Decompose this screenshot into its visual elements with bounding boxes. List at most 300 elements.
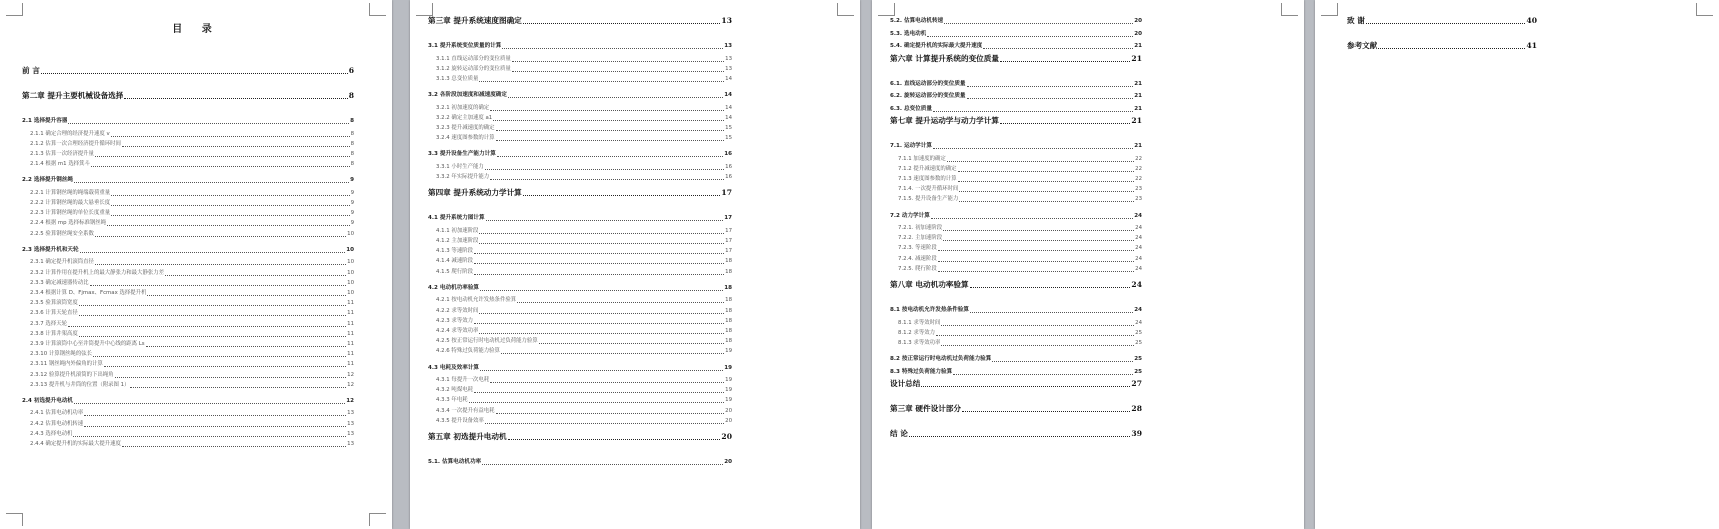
toc-entry-page-number: 24 — [1135, 255, 1142, 262]
toc-entry[interactable] — [436, 306, 732, 316]
toc-leader-dots — [962, 411, 1130, 412]
toc-entry[interactable] — [30, 198, 354, 208]
toc-entry[interactable] — [436, 326, 732, 336]
toc-entry-page-number: 21 — [1134, 143, 1142, 149]
toc-entry[interactable] — [428, 213, 732, 223]
toc-entry[interactable] — [898, 338, 1142, 348]
toc-entry[interactable] — [436, 236, 732, 246]
toc-leader-dots — [512, 61, 724, 62]
toc-leader-dots — [959, 191, 1134, 192]
toc-entry-title: 2.2 选择提升钢丝绳 — [22, 177, 74, 184]
toc-entry[interactable] — [436, 395, 732, 405]
toc-entry-title: 3.1.2 旋转运动部分的变位质量 — [436, 65, 511, 72]
toc-leader-dots — [502, 48, 723, 49]
toc-entry[interactable] — [22, 116, 354, 126]
toc-entry[interactable] — [22, 91, 354, 101]
toc-entry[interactable] — [436, 316, 732, 326]
toc-entry-title: 7.2.2. 主加速阶段 — [898, 235, 943, 242]
toc-leader-dots — [90, 285, 347, 286]
toc-entry[interactable] — [30, 370, 354, 380]
toc-leader-dots — [1378, 48, 1525, 49]
toc-entry-title: 2.3.7 选择天轮 — [30, 320, 67, 327]
toc-leader-dots — [41, 73, 348, 74]
toc-entry[interactable] — [898, 328, 1142, 338]
toc-leader-dots — [480, 370, 723, 371]
toc-entry[interactable] — [890, 429, 1142, 439]
toc-entry-title: 2.2.5 验算钢丝绳安全系数 — [30, 230, 94, 237]
toc-entry[interactable] — [30, 439, 354, 449]
toc-entry[interactable] — [1347, 41, 1537, 51]
toc-entry-title: 4.2.6 特殊过负荷能力验算 — [436, 348, 500, 355]
toc-entry[interactable] — [436, 54, 732, 64]
toc-entry-title: 7.1.3 速度图参数的计算 — [898, 175, 957, 182]
toc-entry[interactable] — [436, 267, 732, 277]
toc-entry-title: 5.1. 估算电动机功率 — [428, 459, 482, 465]
toc-entry-page-number: 20 — [725, 407, 732, 414]
toc-leader-dots — [485, 169, 724, 170]
toc-entry[interactable] — [898, 184, 1142, 194]
toc-entry[interactable] — [30, 359, 354, 369]
toc-entry-title: 4.1.1 初加速阶段 — [436, 227, 479, 234]
toc-leader-dots — [490, 382, 724, 383]
toc-entry-page-number: 11 — [347, 320, 354, 327]
toc-entry[interactable] — [898, 194, 1142, 204]
toc-leader-dots — [91, 166, 350, 167]
toc-entry[interactable] — [898, 164, 1142, 174]
toc-entry-title: 2.2.3 计算钢丝绳的单位长度重量 — [30, 210, 111, 217]
toc-entry-title: 2.3.4 根据计算 D、Fjmax、Fcmax 选择提升机 — [30, 289, 147, 296]
toc-entry[interactable] — [428, 363, 732, 373]
toc-entry[interactable] — [890, 367, 1142, 377]
toc-entry-title: 2.1.2 估算一次合理经济提升循环时间 — [30, 140, 121, 147]
toc-entry-page-number: 9 — [350, 210, 354, 217]
toc-leader-dots — [936, 335, 1134, 336]
toc-leader-dots — [1366, 23, 1526, 24]
toc-entry-page-number: 13 — [725, 65, 732, 72]
toc-entry-title: 4.1.2 主加速阶段 — [436, 238, 479, 244]
toc-leader-dots — [497, 156, 723, 157]
toc-entry-title: 2.3.12 验算提升机滚筒的下出绳角 — [30, 371, 114, 378]
toc-entry-page-number: 20 — [1134, 18, 1142, 24]
toc-leader-dots — [93, 356, 346, 357]
toc-leader-dots — [480, 290, 723, 291]
toc-leader-dots — [111, 205, 349, 206]
toc-entry-page-number: 14 — [725, 114, 732, 121]
toc-entry[interactable] — [30, 229, 354, 239]
toc-entry-page-number: 12 — [346, 397, 354, 404]
toc-entry-page-number: 13 — [724, 43, 732, 49]
toc-entry[interactable] — [436, 123, 732, 133]
toc-entry-title: 7.2.5. 爬行阶段 — [898, 265, 937, 272]
toc-entry-title: 4.3.3 年电耗 — [436, 397, 468, 404]
toc-entry-title: 6.2. 旋转运动部分的变位质量 — [890, 93, 966, 99]
toc-leader-dots — [508, 97, 723, 98]
toc-entry[interactable] — [436, 416, 732, 426]
toc-entry[interactable] — [890, 379, 1142, 389]
toc-entry-title: 2.3.6 计算天轮直径 — [30, 310, 78, 317]
toc-leader-dots — [501, 353, 724, 354]
toc-entry-page-number: 27 — [1131, 379, 1142, 389]
toc-entry-title: 3.2.1 初加速度的确定 — [436, 104, 490, 111]
toc-entry[interactable] — [30, 339, 354, 349]
toc-leader-dots — [485, 423, 724, 424]
page-corner-mark — [416, 3, 433, 16]
toc-title: 目 录 — [172, 24, 220, 35]
toc-entry[interactable] — [890, 404, 1142, 414]
toc-entry[interactable] — [22, 66, 354, 76]
toc-entry-title: 第八章 电动机功率验算 — [890, 280, 969, 289]
toc-leader-dots — [95, 156, 350, 157]
toc-leader-dots — [927, 36, 1133, 37]
toc-entry-title: 8.1 按电动机允许发热条件验算 — [890, 307, 969, 313]
toc-entry[interactable] — [890, 104, 1142, 114]
document-page-1 — [0, 0, 392, 529]
toc-entry[interactable] — [30, 380, 354, 390]
toc-entry-title: 8.3 特殊过负荷能力验算 — [890, 368, 953, 375]
toc-entry-page-number: 24 — [1131, 280, 1142, 289]
toc-entry-page-number: 14 — [725, 75, 732, 82]
toc-entry-page-number: 19 — [725, 348, 732, 355]
toc-entry-page-number: 13 — [347, 420, 354, 427]
toc-leader-dots — [992, 361, 1133, 362]
toc-entry-page-number: 41 — [1526, 41, 1537, 50]
toc-leader-dots — [523, 23, 721, 24]
toc-leader-dots — [107, 225, 350, 226]
toc-leader-dots — [943, 240, 1134, 241]
toc-entry-page-number: 12 — [347, 381, 354, 388]
toc-entry-page-number: 17 — [724, 215, 732, 222]
toc-entry[interactable] — [428, 41, 732, 51]
toc-entry-title: 3.2.3 提升减速度的确定 — [436, 125, 495, 131]
toc-leader-dots — [68, 123, 349, 124]
toc-entry-page-number: 21 — [1131, 116, 1142, 125]
toc-entry-page-number: 22 — [1135, 165, 1142, 172]
toc-entry-title: 7.1.5. 提升设备生产能力 — [898, 196, 959, 203]
toc-entry-title: 4.2.1 按电动机允许发热条件验算 — [436, 297, 517, 304]
toc-entry[interactable] — [30, 159, 354, 169]
toc-entry-title: 第三章 硬件设计部分 — [890, 404, 961, 414]
document-page-2 — [410, 0, 860, 529]
toc-entry-title: 2.4.2 估算电动机转速 — [30, 420, 84, 427]
toc-entry[interactable] — [428, 188, 732, 198]
toc-leader-dots — [983, 48, 1133, 49]
toc-entry[interactable] — [30, 329, 354, 339]
toc-leader-dots — [146, 346, 347, 347]
toc-entry[interactable] — [22, 245, 354, 255]
toc-entry[interactable] — [436, 385, 732, 395]
toc-entry-title: 第五章 初选提升电动机 — [428, 432, 507, 441]
toc-entry-title: 2.1.4 根据 m1 选择箕斗 — [30, 161, 90, 168]
page-corner-mark — [6, 513, 23, 526]
toc-entry[interactable] — [30, 298, 354, 308]
toc-entry-page-number: 8 — [350, 118, 354, 124]
toc-entry[interactable] — [898, 223, 1142, 233]
toc-entry-page-number: 21 — [1134, 43, 1142, 49]
toc-entry[interactable] — [898, 233, 1142, 243]
toc-entry-title: 2.3.3 确定减速器传动比 — [30, 279, 89, 286]
toc-leader-dots — [967, 86, 1134, 87]
toc-entry[interactable] — [30, 419, 354, 429]
toc-entry[interactable] — [436, 375, 732, 385]
toc-entry[interactable] — [890, 91, 1142, 101]
toc-leader-dots — [539, 343, 724, 344]
toc-entry-title: 4.3.2 吨煤电耗 — [436, 387, 473, 394]
toc-entry[interactable] — [30, 218, 354, 228]
toc-entry[interactable] — [30, 349, 354, 359]
toc-leader-dots — [115, 377, 347, 378]
toc-entry-page-number: 17 — [725, 227, 732, 234]
toc-entry-title: 设计总结 — [890, 379, 921, 389]
toc-leader-dots — [124, 98, 347, 99]
toc-leader-dots — [947, 161, 1134, 162]
toc-entry-title: 8.1.2 求等效力 — [898, 329, 935, 336]
toc-entry-page-number: 17 — [725, 238, 732, 244]
toc-entry[interactable] — [30, 188, 354, 198]
toc-entry-title: 3.2 各阶段加速度和减速度确定 — [428, 92, 507, 99]
toc-leader-dots — [165, 275, 346, 276]
toc-leader-dots — [523, 195, 721, 196]
toc-entry-page-number: 8 — [350, 161, 354, 168]
toc-entry[interactable] — [30, 257, 354, 267]
toc-entry-page-number: 20 — [724, 459, 732, 465]
toc-leader-dots — [938, 271, 1134, 272]
toc-entry-page-number: 22 — [1135, 155, 1142, 162]
toc-entry-page-number: 21 — [1134, 105, 1142, 112]
toc-entry-title: 4.1 提升系统力图计算 — [428, 215, 485, 222]
toc-entry[interactable] — [30, 278, 354, 288]
toc-entry-page-number: 20 — [1134, 30, 1142, 37]
toc-entry[interactable] — [436, 74, 732, 84]
toc-leader-dots — [496, 130, 725, 131]
toc-entry-page-number: 25 — [1135, 339, 1142, 346]
toc-entry-title: 4.3 电耗及效率计算 — [428, 364, 480, 371]
toc-entry[interactable] — [898, 154, 1142, 164]
toc-entry-page-number: 14 — [724, 92, 732, 99]
toc-entry[interactable] — [30, 139, 354, 149]
toc-entry-title: 2.3.2 计算作用在提升机上的最大静张力和最大静张力差 — [30, 269, 165, 276]
toc-leader-dots — [84, 415, 346, 416]
toc-entry[interactable] — [436, 162, 732, 172]
toc-leader-dots — [512, 71, 724, 72]
toc-entry-page-number: 18 — [725, 268, 732, 275]
toc-entry-title: 第七章 提升运动学与动力学计算 — [890, 116, 999, 125]
toc-entry-title: 2.3.1 确定提升机滚筒直径 — [30, 259, 94, 266]
toc-entry[interactable] — [1347, 16, 1537, 26]
toc-leader-dots — [958, 181, 1135, 182]
toc-entry[interactable] — [428, 457, 732, 467]
toc-entry[interactable] — [898, 174, 1142, 184]
toc-entry[interactable] — [22, 175, 354, 185]
toc-entry[interactable] — [436, 295, 732, 305]
toc-leader-dots — [970, 287, 1131, 288]
toc-leader-dots — [147, 295, 346, 296]
toc-entry-page-number: 28 — [1131, 404, 1142, 414]
toc-entry[interactable] — [30, 208, 354, 218]
toc-entry-page-number: 24 — [1135, 245, 1142, 252]
toc-entry-title: 3.1.1 直线运动部分的变位质量 — [436, 55, 511, 62]
toc-entry-title: 7.2.1. 初加速阶段 — [898, 225, 943, 231]
toc-entry-title: 2.3.5 验算滚筒宽度 — [30, 300, 78, 307]
toc-leader-dots — [479, 243, 724, 244]
toc-entry-page-number: 13 — [725, 55, 732, 62]
toc-entry[interactable] — [890, 29, 1142, 39]
toc-leader-dots — [970, 312, 1133, 313]
toc-entry-title: 3.3.1 小时生产能力 — [436, 163, 484, 170]
toc-entry[interactable] — [436, 256, 732, 266]
toc-entry[interactable] — [30, 408, 354, 418]
toc-entry[interactable] — [898, 243, 1142, 253]
toc-entry[interactable] — [436, 406, 732, 416]
toc-entry-page-number: 11 — [347, 300, 354, 307]
toc-leader-dots — [95, 236, 346, 237]
toc-entry[interactable] — [30, 308, 354, 318]
toc-entry[interactable] — [436, 103, 732, 113]
toc-leader-dots — [122, 146, 350, 147]
toc-entry-title: 第二章 提升主要机械设备选择 — [22, 91, 124, 100]
toc-entry-page-number: 14 — [725, 104, 732, 111]
toc-entry-page-number: 19 — [725, 377, 732, 383]
toc-entry[interactable] — [30, 149, 354, 159]
toc-entry-page-number: 13 — [721, 16, 732, 25]
toc-entry-page-number: 24 — [1135, 235, 1142, 242]
toc-entry-page-number: 10 — [347, 279, 354, 286]
toc-leader-dots — [74, 403, 345, 404]
toc-entry-page-number: 6 — [348, 66, 354, 75]
toc-entry[interactable] — [30, 129, 354, 139]
toc-entry-title: 3.2.4 速度图参数的计算 — [436, 135, 495, 142]
toc-entry-title: 4.1.3 等速阶段 — [436, 248, 473, 255]
toc-leader-dots — [79, 305, 346, 306]
toc-entry[interactable] — [428, 432, 732, 442]
toc-entry[interactable] — [890, 280, 1142, 290]
toc-entry[interactable] — [428, 149, 732, 159]
toc-entry[interactable] — [890, 211, 1142, 221]
toc-entry[interactable] — [890, 16, 1142, 26]
toc-entry-title: 5.3. 选电动机 — [890, 30, 927, 37]
toc-leader-dots — [479, 233, 724, 234]
toc-entry[interactable] — [436, 336, 732, 346]
toc-leader-dots — [1000, 123, 1130, 124]
toc-entry[interactable] — [30, 288, 354, 298]
toc-entry-title: 第四章 提升系统动力学计算 — [428, 188, 522, 198]
toc-leader-dots — [111, 136, 350, 137]
toc-entry[interactable] — [436, 172, 732, 182]
toc-entry[interactable] — [428, 16, 732, 26]
toc-leader-dots — [941, 345, 1134, 346]
toc-leader-dots — [496, 413, 725, 414]
toc-entry-page-number: 25 — [1135, 329, 1142, 336]
page-corner-mark — [369, 3, 386, 16]
toc-leader-dots — [479, 333, 724, 334]
toc-entry-title: 8.1.1 求等效时间 — [898, 319, 941, 326]
toc-entry[interactable] — [898, 318, 1142, 328]
toc-leader-dots — [909, 436, 1131, 437]
toc-entry[interactable] — [30, 268, 354, 278]
toc-entry-title: 8.2 按正常运行时电动机过负荷能力验算 — [890, 356, 992, 363]
toc-entry[interactable] — [436, 64, 732, 74]
toc-entry-page-number: 11 — [347, 330, 354, 337]
toc-entry-title: 3.1 提升系统变位质量的计算 — [428, 43, 502, 49]
toc-entry-title: 7.1.4. 一次提升循环时间 — [898, 186, 959, 193]
toc-entry-page-number: 8 — [348, 91, 354, 100]
toc-leader-dots — [474, 323, 724, 324]
toc-entry[interactable] — [22, 396, 354, 406]
toc-leader-dots — [122, 446, 346, 447]
toc-entry[interactable] — [890, 79, 1142, 89]
toc-entry[interactable] — [436, 226, 732, 236]
toc-entry[interactable] — [436, 113, 732, 123]
toc-entry[interactable] — [890, 116, 1142, 126]
toc-entry[interactable] — [898, 254, 1142, 264]
toc-entry[interactable] — [890, 141, 1142, 151]
toc-entry-page-number: 25 — [1134, 368, 1142, 375]
toc-leader-dots — [933, 111, 1133, 112]
toc-entry-title: 2.4.4 确定提升机的实际最大提升速度 — [30, 441, 121, 447]
toc-entry-title: 4.1.4 减速阶段 — [436, 258, 473, 265]
toc-entry-title: 7.2.4. 减速阶段 — [898, 255, 937, 262]
toc-leader-dots — [490, 110, 724, 111]
toc-leader-dots — [80, 252, 346, 253]
toc-entry[interactable] — [428, 90, 732, 100]
toc-entry-title: 2.3.11 钢丝绳内外偏角的计算 — [30, 361, 103, 368]
toc-entry[interactable] — [30, 319, 354, 329]
toc-entry[interactable] — [898, 264, 1142, 274]
toc-entry-page-number: 19 — [725, 397, 732, 404]
toc-leader-dots — [84, 426, 346, 427]
toc-entry-title: 3.1.3 总变位质量 — [436, 75, 479, 82]
toc-leader-dots — [130, 387, 346, 388]
toc-entry[interactable] — [428, 283, 732, 293]
toc-entry-page-number: 10 — [347, 230, 354, 237]
toc-entry[interactable] — [890, 41, 1142, 51]
toc-entry-page-number: 18 — [725, 297, 732, 304]
toc-entry-page-number: 19 — [724, 364, 732, 371]
toc-entry-title: 4.1.5 爬行阶段 — [436, 268, 473, 275]
toc-entry[interactable] — [890, 354, 1142, 364]
toc-entry[interactable] — [30, 429, 354, 439]
toc-entry[interactable] — [436, 346, 732, 356]
toc-entry-page-number: 8 — [350, 140, 354, 147]
toc-entry[interactable] — [890, 54, 1142, 64]
toc-entry-title: 2.3.9 计算滚筒中心至井筒提升中心线的距离 Ls — [30, 340, 145, 347]
toc-leader-dots — [68, 326, 346, 327]
toc-entry-page-number: 9 — [350, 189, 354, 196]
toc-leader-dots — [479, 313, 724, 314]
toc-leader-dots — [944, 23, 1133, 24]
toc-entry-title: 2.1.3 估算一次经济提升量 — [30, 150, 94, 157]
toc-entry-page-number: 18 — [725, 338, 732, 345]
toc-entry[interactable] — [436, 246, 732, 256]
toc-entry-title: 2.2.2 计算钢丝绳的最大悬垂长度 — [30, 200, 111, 206]
page-corner-mark — [878, 3, 895, 16]
toc-entry-page-number: 11 — [347, 351, 354, 358]
toc-entry-page-number: 24 — [1134, 212, 1142, 219]
toc-entry-page-number: 18 — [725, 327, 732, 334]
toc-leader-dots — [79, 336, 346, 337]
toc-leader-dots — [474, 274, 724, 275]
toc-entry[interactable] — [890, 305, 1142, 315]
toc-entry-title: 3.2.2 确定主加速度 a1 — [436, 114, 493, 121]
toc-leader-dots — [111, 195, 349, 196]
toc-leader-dots — [479, 81, 724, 82]
toc-leader-dots — [1000, 61, 1130, 62]
toc-entry-title: 2.4.3 选择电动机 — [30, 430, 73, 437]
toc-entry[interactable] — [436, 133, 732, 143]
toc-entry-title: 致 谢 — [1347, 16, 1365, 25]
toc-entry-title: 2.2.1 计算钢丝绳的绳端载荷重量 — [30, 189, 111, 196]
toc-entry-page-number: 8 — [350, 150, 354, 157]
toc-leader-dots — [933, 148, 1133, 149]
